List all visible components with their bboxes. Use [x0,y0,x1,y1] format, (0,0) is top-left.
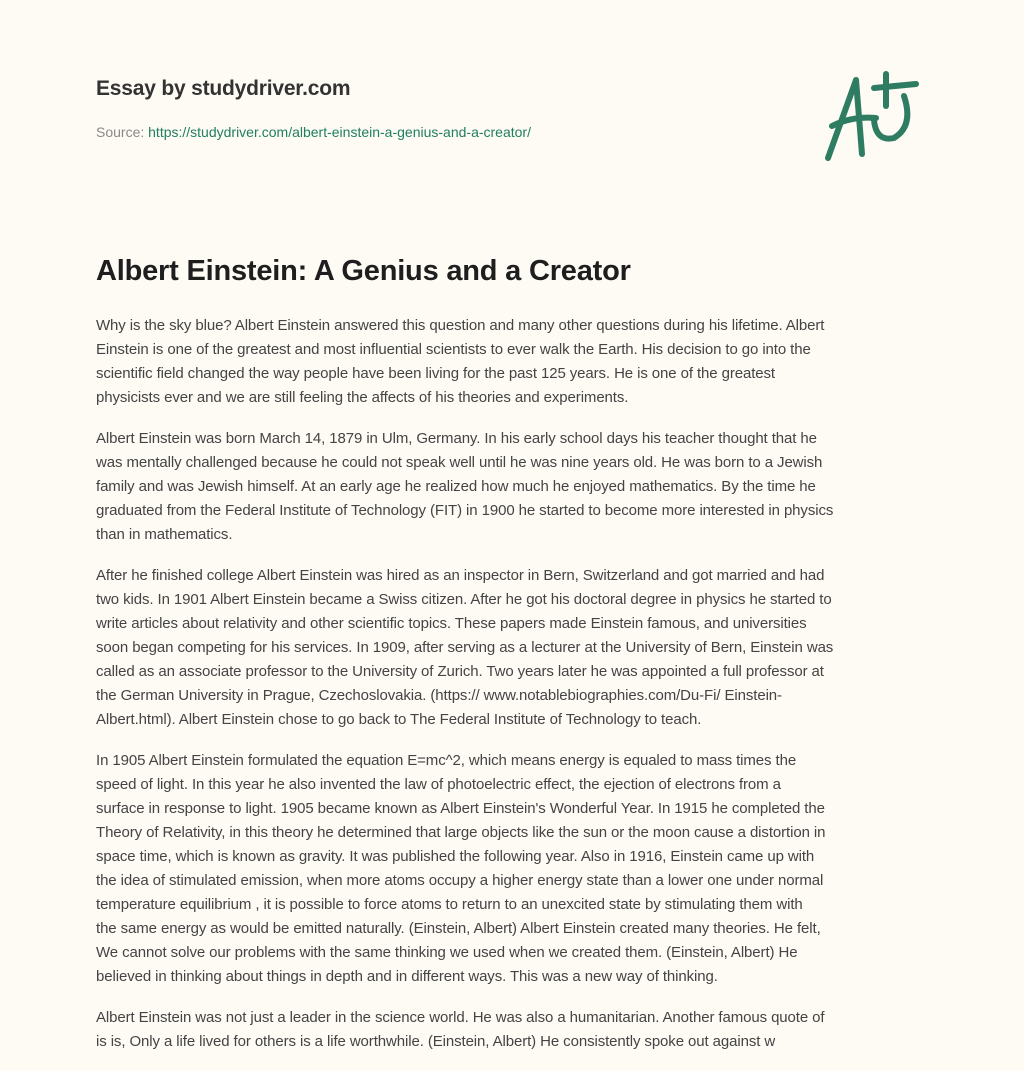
paragraph-line: temperature equilibrium , it is possible to force atoms to return to an unexcited state by stimulating them with [96,896,803,913]
paragraph-line: We cannot solve our problems with the same thinking we used when we created them. (Einstein, Albert) He [96,944,798,961]
paragraph-line: the idea of stimulated emission, when more atoms occupy a higher energy state than a lower one under normal [96,872,824,889]
paragraph-line: family and was Jewish himself. At an early age he realized how much he enjoyed mathematics. By the time he [96,478,816,495]
paragraph-line: the German University in Prague, Czechoslovakia. (https:// www.notablebiographies.com/Du-Fi/ Einstein- [96,687,782,704]
paragraph [96,314,936,410]
paragraph [96,1006,936,1054]
paragraph-line: than in mathematics. [96,526,233,543]
paragraph-line: Einstein is one of the greatest and most influential scientists to ever walk the Earth. His decision to go into the [96,341,811,358]
paragraph [96,427,936,547]
paragraph-line: called as an associate professor to the University of Zurich. Two years later he was appointed a full professor at [96,663,824,680]
source-label: Source: [96,124,145,140]
paragraph-line: space time, which is known as gravity. It was published the following year. Also in 1916, Einstein came up with [96,848,815,865]
article-body [96,314,936,1071]
paragraph-line: believed in thinking about things in depth and in different ways. This was a new way of thinking. [96,968,718,985]
paragraph-line: Albert.html). Albert Einstein chose to go back to The Federal Institute of Technology to teach. [96,711,702,728]
source-link[interactable]: https://studydriver.com/albert-einstein-a-genius-and-a-creator/ [148,124,531,140]
paragraph-line: Theory of Relativity, in this theory he determined that large objects like the sun or the moon cause a distortion in [96,824,826,841]
paragraph-line: was mentally challenged because he could not speak well until he was nine years old. He was born to a Jewish [96,454,823,471]
paragraph-line: In 1905 Albert Einstein formulated the equation E=mc^2, which means energy is equaled to mass times the [96,752,797,769]
paragraph-line: Albert Einstein was born March 14, 1879 in Ulm, Germany. In his early school days his teacher thought that he [96,430,817,447]
a-plus-logo [818,66,928,166]
paragraph-line: graduated from the Federal Institute of Technology (FIT) in 1900 he started to become more interested in physics [96,502,834,519]
paragraph-line: the same energy as would be emitted naturally. (Einstein, Albert) Albert Einstein created many theories. He felt, [96,920,821,937]
paragraph-line: After he finished college Albert Einstein was hired as an inspector in Bern, Switzerland and got married and had [96,567,825,584]
paragraph-line: physicists ever and we are still feeling the affects of his theories and experiments. [96,389,629,406]
paragraph-line: write articles about relativity and other scientific topics. These papers made Einstein famous, and universities [96,615,807,632]
site-brand: Essay by studydriver.com [96,77,351,100]
paragraph-line: surface in response to light. 1905 became known as Albert Einstein's Wonderful Year. In 1915 he completed the [96,800,825,817]
paragraph [96,564,936,732]
paragraph-line: soon began competing for his services. In 1909, after serving as a lecturer at the University of Bern, Einstein was [96,639,834,656]
paragraph-line: Albert Einstein was not just a leader in the science world. He was also a humanitarian. Another famous quote of [96,1009,825,1026]
article-title: Albert Einstein: A Genius and a Creator [96,255,631,287]
paragraph-line: Why is the sky blue? Albert Einstein answered this question and many other questions during his lifetime. Albert [96,317,825,334]
paragraph-line: two kids. In 1901 Albert Einstein became a Swiss citizen. After he got his doctoral degree in physics he started to [96,591,832,608]
source-line [96,124,531,140]
paragraph-line: speed of light. In this year he also invented the law of photoelectric effect, the ejection of electrons from a [96,776,781,793]
paragraph [96,749,936,989]
paragraph-line: is is, Only a life lived for others is a life worthwhile. (Einstein, Albert) He consistently spoke out against w [96,1033,776,1050]
paragraph-line: scientific field changed the way people have been living for the past 125 years. He is one of the greatest [96,365,775,382]
